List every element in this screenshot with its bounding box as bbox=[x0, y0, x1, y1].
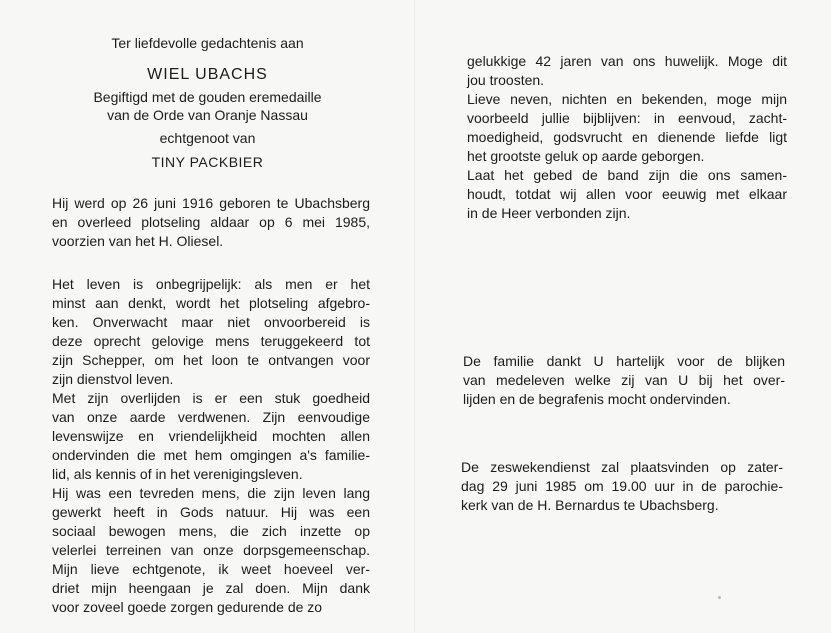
decoration-text bbox=[0, 88, 415, 124]
birth-paragraph bbox=[52, 194, 370, 251]
mass-paragraph bbox=[461, 458, 783, 515]
text-line: Mijn lieve echtgenote, ik weet hoeveel ver- bbox=[52, 561, 370, 577]
text-line: van medeleven welke zij van U bij het over- bbox=[463, 372, 785, 388]
paper-speck bbox=[718, 596, 721, 599]
text-line: houdt, totdat wij allen voor eeuwig met elkaar bbox=[467, 186, 787, 202]
decoration-line: Begiftigd met de gouden eremedaille bbox=[93, 89, 322, 105]
text-line: jou troosten. bbox=[467, 72, 545, 88]
spouse-label: echtgenoot van bbox=[159, 130, 256, 146]
text-line: De zeswekendienst zal plaatsvinden op zater- bbox=[461, 459, 783, 475]
text-line: Laat het gebed de band zijn die ons samen- bbox=[467, 167, 787, 183]
text-line: lid, als kennis of in het verenigingsleven. bbox=[52, 466, 303, 482]
text-line: driet mijn heengaan je zal doen. Mijn dank bbox=[52, 580, 370, 596]
text-line: levenswijze en vriendelijkheid mochten allen bbox=[52, 428, 370, 444]
text-line: zijn dienstvol leven. bbox=[52, 371, 174, 387]
deceased-name: WIEL UBACHS bbox=[147, 66, 268, 83]
text-line: Hij werd op 26 juni 1916 geboren te Ubachsberg bbox=[52, 195, 370, 211]
text-line: deze oprecht gelovige mens teruggekeerd tot bbox=[52, 333, 370, 349]
intro-text: Ter liefdevolle gedachtenis aan bbox=[111, 35, 304, 51]
text-line: kerk van de H. Bernardus te Ubachsberg. bbox=[461, 497, 719, 513]
thanks-paragraph bbox=[463, 352, 785, 409]
text-line: en overleed plotseling aldaar op 6 mei 1985, bbox=[52, 214, 370, 230]
text-line: Hij was een tevreden mens, die zijn leven lang bbox=[52, 485, 370, 501]
text-line: voorbeeld jullie bijblijven: in eenvoud, zacht- bbox=[467, 110, 787, 126]
left-panel bbox=[0, 0, 415, 633]
text-line: het grootste geluk op aarde geborgen. bbox=[467, 148, 705, 164]
text-line: dag 29 juni 1985 om 19.00 uur in de parochie- bbox=[461, 478, 783, 494]
text-line: ondervinden die met hem omgingen a's familie- bbox=[52, 447, 370, 463]
decoration-line: van de Orde van Oranje Nassau bbox=[107, 107, 308, 123]
text-line: ken. Onverwacht maar niet onvoorbereid is bbox=[52, 314, 370, 330]
text-line: Met zijn overlijden is er een stuk goedheid bbox=[52, 390, 370, 406]
text-line: lijden en de begrafenis mocht ondervinden. bbox=[463, 391, 731, 407]
text-line: Lieve neven, nichten en bekenden, moge mijn bbox=[467, 91, 787, 107]
text-line: sociaal bewogen mens, die zich inzette op bbox=[52, 523, 370, 539]
text-line: voor zoveel goede zorgen gedurende de zo bbox=[52, 599, 323, 615]
life-paragraph bbox=[52, 275, 370, 617]
text-line: van onze aarde verdwenen. Zijn eenvoudige bbox=[52, 409, 370, 425]
spouse-name: TINY PACKBIER bbox=[151, 154, 264, 170]
text-line: minst aan denkt, wordt het plotseling afgebro- bbox=[52, 295, 370, 311]
text-line: gelukkige 42 jaren van ons huwelijk. Moge dit bbox=[467, 53, 787, 69]
text-line: voorzien van het H. Oliesel. bbox=[52, 233, 224, 249]
text-line: gewerkt heeft in Gods natuur. Hij was een bbox=[52, 504, 370, 520]
text-line: De familie dankt U hartelijk voor de blijken bbox=[463, 353, 785, 369]
text-line: Het leven is onbegrijpelijk: als men er het bbox=[52, 276, 370, 292]
text-line: in de Heer verbonden zijn. bbox=[467, 205, 631, 221]
text-line: velerlei terreinen van onze dorpsgemeenschap. bbox=[52, 542, 370, 558]
text-line: zijn Schepper, om het loon te ontvangen voor bbox=[52, 352, 370, 368]
text-line: moedigheid, godsvrucht en dienende liefde ligt bbox=[467, 129, 787, 145]
continuation-paragraph bbox=[467, 52, 787, 223]
